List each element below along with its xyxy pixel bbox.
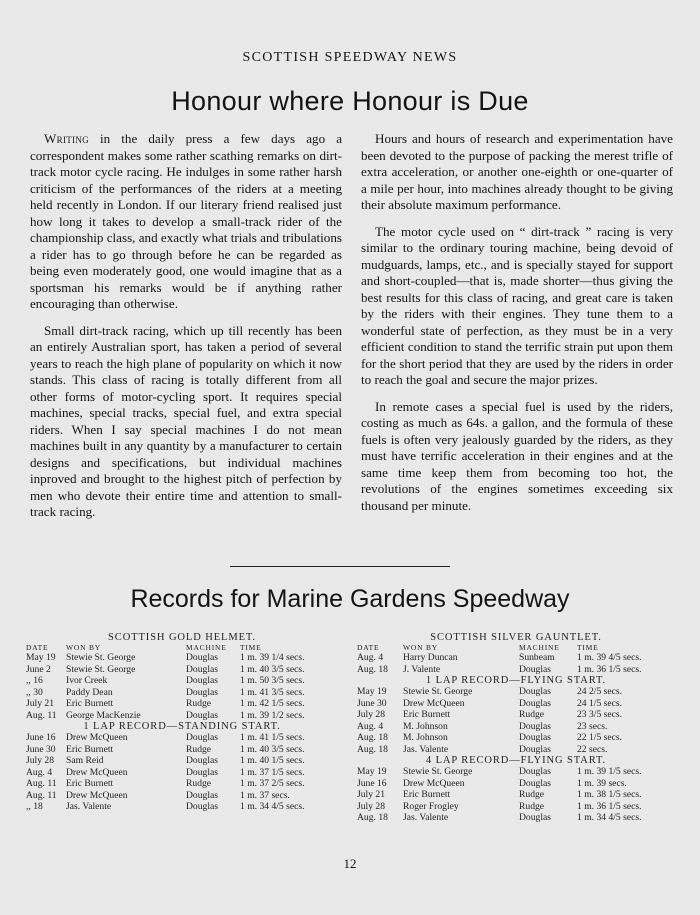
table-row bbox=[26, 801, 338, 813]
table-cell: Douglas bbox=[186, 652, 218, 663]
table-column-headers bbox=[357, 643, 675, 652]
table-cell: Drew McQueen bbox=[403, 697, 465, 709]
table-row bbox=[26, 710, 338, 722]
table-row bbox=[26, 732, 338, 744]
table-cell: Eric Burnett bbox=[403, 789, 451, 800]
table-cell: Eric Burnett bbox=[66, 778, 114, 789]
article-column-left bbox=[30, 131, 342, 531]
table-cell: 22 1/5 secs. bbox=[577, 732, 623, 743]
table-cell: 1 m. 36 1/5 secs. bbox=[577, 663, 642, 675]
table-cell: 1 m. 39 4/5 secs. bbox=[577, 652, 642, 663]
table-cell: 1 m. 39 1/4 secs. bbox=[240, 652, 305, 663]
article-paragraph: Small dirt-track racing, which up till recently has been an entirely Australian sport, has taken a period of several years to reach the high plane of popularity on which it now stands. This class of racing is totally different from all other forms of motor-cycling sport. It requires special machines, special tracks, special fuel, and extra special riders. When I say special machines I do not mean machines built in any quantity by a manufacturer to certain designs and specifications, but individual machines inproved and brought to the highest pitch of perfection by men who devote their entire time and attention to small-track racing. bbox=[30, 322, 342, 519]
running-head: SCOTTISH SPEEDWAY NEWS bbox=[242, 50, 458, 65]
table-cell: Douglas bbox=[519, 743, 551, 755]
table-row bbox=[26, 755, 338, 767]
column-header: WON BY bbox=[66, 643, 102, 652]
table-cell: Aug. 11 bbox=[26, 789, 57, 801]
table-cell: Aug. 18 bbox=[357, 663, 388, 675]
table-cell: 24 1/5 secs. bbox=[577, 697, 623, 709]
article-paragraph: In remote cases a special fuel is used by the riders, costing as much as 64s. a gallon, and the formula of these fuels is often very jealously guarded by the riders, as they must have terrific acceleration in their engines and at the same time keep them from becoming too hot, the revolutions of the engines sometimes exceeding six thousand per minute. bbox=[361, 398, 673, 513]
table-column-headers bbox=[26, 643, 338, 652]
table-cell: Sam Reid bbox=[66, 755, 104, 766]
table-cell: Douglas bbox=[186, 801, 218, 812]
article-title: Honour where Honour is Due bbox=[171, 86, 529, 116]
table-section-heading: SCOTTISH SILVER GAUNTLET. bbox=[430, 632, 602, 643]
table-cell: Aug. 18 bbox=[357, 812, 388, 823]
table-cell: M. Johnson bbox=[403, 732, 448, 743]
table-cell: 22 secs. bbox=[577, 743, 608, 755]
table-cell: Douglas bbox=[519, 663, 551, 675]
table-cell: 23 secs. bbox=[577, 720, 608, 732]
table-cell: Douglas bbox=[186, 675, 218, 686]
table-row bbox=[357, 709, 675, 721]
table-cell: Roger Frogley bbox=[403, 800, 459, 812]
table-cell: 1 m. 40 1/5 secs. bbox=[240, 755, 305, 766]
table-cell: Drew McQueen bbox=[66, 789, 128, 801]
table-cell: Stewie St. George bbox=[66, 663, 136, 675]
table-cell: Douglas bbox=[186, 663, 218, 675]
table-cell: Eric Burnett bbox=[66, 698, 114, 709]
table-cell: Douglas bbox=[186, 755, 218, 766]
table-cell: Sunbeam bbox=[519, 652, 555, 663]
table-cell: Douglas bbox=[519, 812, 551, 823]
table-cell: Drew McQueen bbox=[403, 777, 465, 789]
table-cell: May 19 bbox=[357, 686, 387, 697]
table-cell: 23 3/5 secs. bbox=[577, 709, 623, 720]
table-cell: Stewie St. George bbox=[403, 766, 473, 777]
table-cell: Aug. 4 bbox=[26, 766, 53, 778]
column-header: MACHINE bbox=[519, 643, 560, 652]
table-cell: Jas. Valente bbox=[66, 801, 112, 812]
table-row bbox=[357, 789, 675, 801]
column-header: DATE bbox=[357, 643, 380, 652]
table-cell: 24 2/5 secs. bbox=[577, 686, 623, 697]
table-row bbox=[357, 778, 675, 790]
table-cell: George MacKenzie bbox=[66, 709, 141, 721]
table-cell: 1 m. 34 4/5 secs. bbox=[577, 812, 642, 823]
column-header: DATE bbox=[26, 643, 49, 652]
table-row bbox=[26, 790, 338, 802]
table-cell: July 28 bbox=[26, 755, 54, 766]
table-row bbox=[26, 744, 338, 756]
records-title: Records for Marine Gardens Speedway bbox=[130, 585, 570, 613]
table-section-heading: 1 LAP RECORD—FLYING START. bbox=[425, 675, 607, 686]
article-paragraph: The motor cycle used on “ dirt-track ” racing is very similar to the ordinary touring machine, being devoid of mudguards, lamps, etc., and is specially stayed for support and short-coupled—that is, made shorter—thus giving the best results for this class of racing, and great care is taken by the riders with their engines. They tune them to a wonderful state of perfection, as they must be in a very efficient condition to stand the terrific strain put upon them for the short period that they are used by the riders in order to reach the goal and secure the major prizes. bbox=[361, 223, 673, 387]
table-cell: Douglas bbox=[186, 789, 218, 801]
table-cell: Aug. 11 bbox=[26, 778, 57, 789]
table-cell: 1 m. 39 1/5 secs. bbox=[577, 766, 642, 777]
table-row bbox=[357, 652, 675, 664]
table-row bbox=[357, 664, 675, 676]
table-cell: 1 m. 36 1/5 secs. bbox=[577, 800, 642, 812]
table-cell: Stewie St. George bbox=[66, 652, 136, 663]
table-cell: 1 m. 37 2/5 secs. bbox=[240, 778, 305, 789]
table-cell: Harry Duncan bbox=[403, 652, 458, 663]
table-cell: July 28 bbox=[357, 709, 385, 720]
table-cell: Aug. 4 bbox=[357, 720, 384, 732]
table-cell: Rudge bbox=[186, 778, 212, 789]
table-cell: Stewie St. George bbox=[403, 686, 473, 697]
table-cell: 1 m. 50 3/5 secs. bbox=[240, 675, 305, 686]
table-row bbox=[26, 652, 338, 664]
table-cell: Douglas bbox=[519, 766, 551, 777]
table-row bbox=[357, 812, 675, 824]
table-cell: 1 m. 41 3/5 secs. bbox=[240, 686, 305, 698]
table-cell: Douglas bbox=[186, 766, 218, 778]
table-cell: Ivor Creek bbox=[66, 675, 108, 686]
table-cell: July 21 bbox=[357, 789, 385, 800]
table-cell: 1 m. 34 4/5 secs. bbox=[240, 801, 305, 812]
table-cell: Douglas bbox=[186, 709, 218, 721]
table-cell: June 16 bbox=[357, 777, 387, 789]
table-cell: Aug. 18 bbox=[357, 732, 388, 743]
table-cell: Douglas bbox=[186, 686, 218, 698]
table-cell: 1 m. 42 1/5 secs. bbox=[240, 698, 305, 709]
table-cell: Rudge bbox=[519, 709, 545, 720]
table-row bbox=[26, 664, 338, 676]
table-cell: July 21 bbox=[26, 698, 54, 709]
table-row bbox=[357, 766, 675, 778]
table-cell: May 19 bbox=[357, 766, 387, 777]
column-header: MACHINE bbox=[186, 643, 227, 652]
table-cell: ,, 30 bbox=[26, 686, 43, 698]
paragraph-text: in the daily press a few days ago a correspondent makes some rather scathing remarks on dirt-track motor cycle racing. He indulges in some rather harsh criticism of the performances of the riders at a meeting held recently in London. If our literary friend realised just how long it takes to develop a small-track rider of the championship class, and exactly what trials and tribulations a rider has to go through before he can be regarded as being even moderately good, one would imagine that as a sportsman his remarks would be if anything rather encouraging than otherwise. bbox=[30, 131, 342, 311]
table-cell: ,, 16 bbox=[26, 675, 43, 686]
table-cell: Paddy Dean bbox=[66, 686, 113, 698]
table-cell: Aug. 18 bbox=[357, 743, 388, 755]
page-number: 12 bbox=[343, 856, 357, 871]
table-cell: Eric Burnett bbox=[66, 743, 114, 755]
table-cell: June 30 bbox=[357, 697, 387, 709]
table-cell: Aug. 11 bbox=[26, 709, 57, 721]
table-cell: Eric Burnett bbox=[403, 709, 451, 720]
table-cell: June 2 bbox=[26, 663, 51, 675]
table-cell: J. Valente bbox=[403, 663, 441, 675]
table-cell: 1 m. 37 1/5 secs. bbox=[240, 766, 305, 778]
table-row bbox=[357, 721, 675, 733]
table-cell: May 19 bbox=[26, 652, 56, 663]
article-paragraph bbox=[30, 131, 342, 313]
table-cell: Douglas bbox=[519, 697, 551, 709]
table-row bbox=[26, 698, 338, 710]
table-cell: June 16 bbox=[26, 732, 56, 743]
table-row bbox=[26, 778, 338, 790]
table-cell: Rudge bbox=[186, 743, 212, 755]
table-cell: Rudge bbox=[519, 800, 545, 812]
table-row bbox=[26, 767, 338, 779]
table-cell: Douglas bbox=[519, 686, 551, 697]
table-cell: 1 m. 39 secs. bbox=[577, 777, 627, 789]
table-cell: Drew McQueen bbox=[66, 732, 128, 743]
table-cell: 1 m. 37 secs. bbox=[240, 789, 290, 801]
table-row bbox=[26, 687, 338, 699]
table-cell: 1 m. 40 3/5 secs. bbox=[240, 743, 305, 755]
table-cell: 1 m. 38 1/5 secs. bbox=[577, 789, 642, 800]
table-row bbox=[357, 744, 675, 756]
table-cell: ,, 18 bbox=[26, 801, 43, 812]
article-column-right bbox=[361, 131, 673, 524]
section-divider bbox=[230, 566, 450, 567]
table-cell: July 28 bbox=[357, 800, 385, 812]
table-cell: Rudge bbox=[186, 698, 212, 709]
table-cell: Douglas bbox=[519, 777, 551, 789]
table-row bbox=[357, 732, 675, 744]
table-cell: Jas. Valente bbox=[403, 812, 449, 823]
table-section-heading: SCOTTISH GOLD HELMET. bbox=[108, 632, 256, 643]
article-paragraph: Hours and hours of research and experimentation have been devoted to the purpose of packing the merest trifle of extra acceleration, or another one-eighth or one-quarter of a mile per hour, into machines already thought to be giving their absolute maximum performance. bbox=[361, 131, 673, 212]
table-cell: M. Johnson bbox=[403, 720, 448, 732]
table-row bbox=[357, 686, 675, 698]
table-cell: June 30 bbox=[26, 743, 56, 755]
table-row bbox=[357, 801, 675, 813]
table-section-heading: 4 LAP RECORD—FLYING START. bbox=[425, 755, 607, 766]
table-cell: 1 m. 41 1/5 secs. bbox=[240, 732, 305, 743]
drop-lead-word: Writing bbox=[44, 131, 89, 146]
table-section-heading: 1 LAP RECORD—STANDING START. bbox=[83, 721, 281, 732]
column-header: TIME bbox=[577, 643, 599, 652]
table-row bbox=[357, 698, 675, 710]
table-cell: Rudge bbox=[519, 789, 545, 800]
records-table-left bbox=[26, 632, 338, 813]
column-header: TIME bbox=[240, 643, 262, 652]
table-cell: Aug. 4 bbox=[357, 652, 384, 663]
table-cell: Drew McQueen bbox=[66, 766, 128, 778]
table-cell: Jas. Valente bbox=[403, 743, 449, 755]
table-row bbox=[26, 675, 338, 687]
table-cell: Douglas bbox=[186, 732, 218, 743]
table-cell: Douglas bbox=[519, 720, 551, 732]
table-cell: Douglas bbox=[519, 732, 551, 743]
table-cell: 1 m. 40 3/5 secs. bbox=[240, 663, 305, 675]
column-header: WON BY bbox=[403, 643, 439, 652]
records-table-right bbox=[357, 632, 675, 824]
table-cell: 1 m. 39 1/2 secs. bbox=[240, 709, 305, 721]
